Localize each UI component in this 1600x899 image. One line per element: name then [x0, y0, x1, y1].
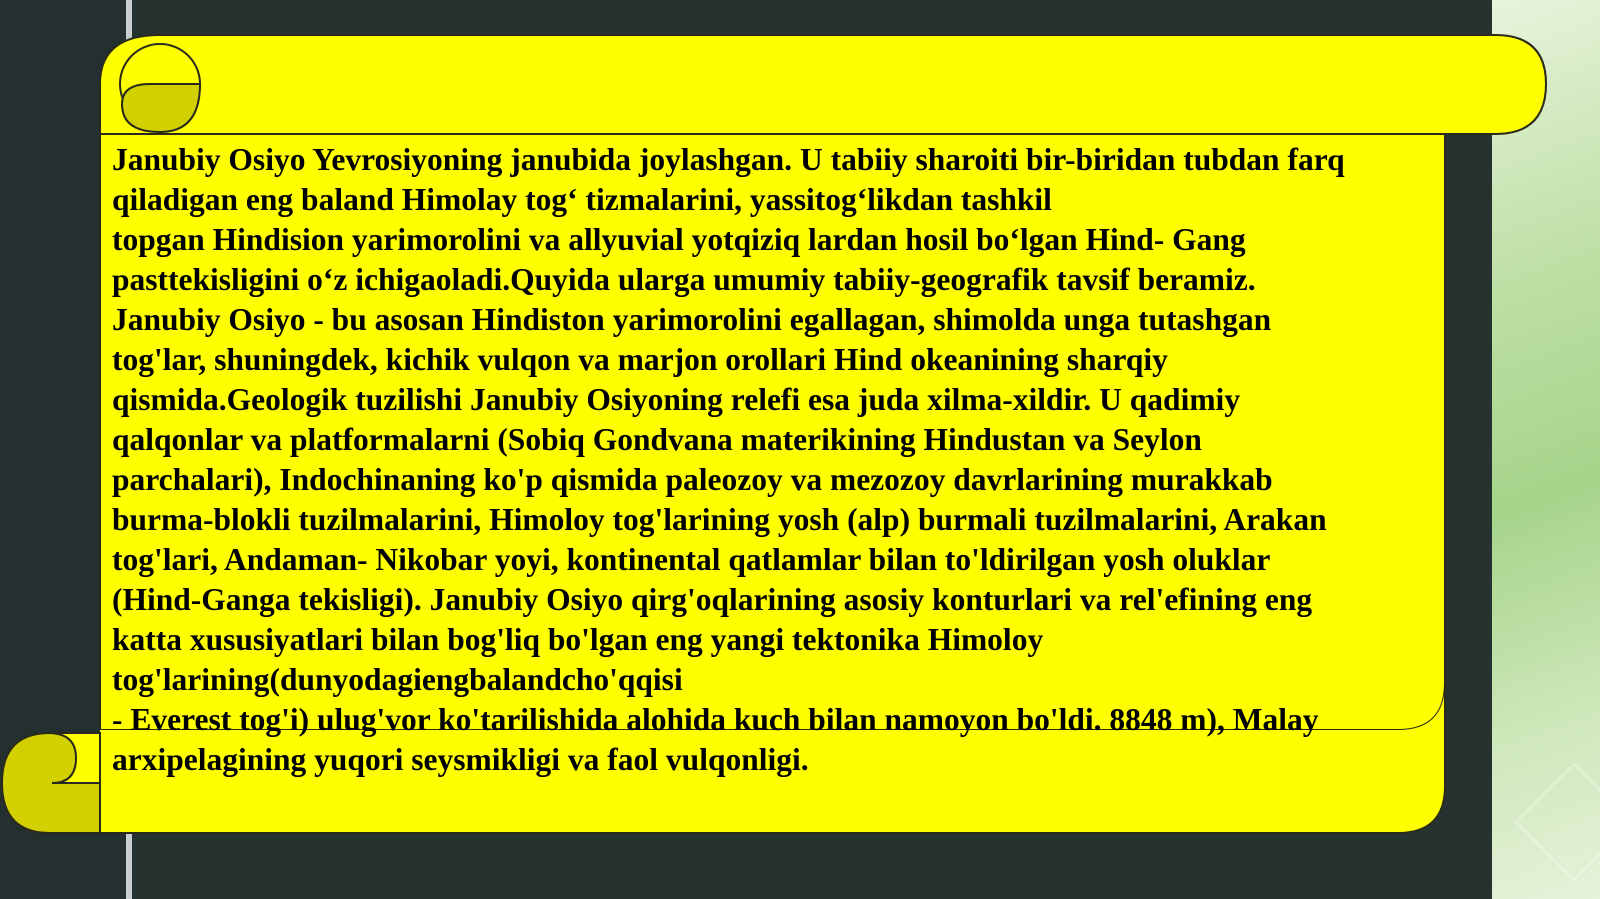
scroll-top-roll: [100, 35, 1546, 134]
slide-body-text: Janubiy Osiyo Yevrosiyoning janubida joylashgan. U tabiiy sharoiti bir-biridan tubdan farq qiladigan eng baland Himolay tog‘ tizmalarini, yassitog‘likdan tashkil topgan Hindision yarimorolini va allyuvial yotqiziq lardan hosil bo‘lgan Hind- Gang pasttekisligini o‘z ichigaoladi.Quyida ularga umumiy tabiiy-geografik tavsif beramiz. Janubiy Osiyo - bu asosan Hindiston yarimorolini egallagan, shimolda unga tutashgan tog'lar, shuningdek, kichik vulqon va marjon orollari Hind okeanining sharqiy qismida.Geologik tuzilishi Janubiy Osiyoning relefi esa juda xilma-xildir. U qadimiy qalqonlar va platformalarni (Sobiq Gondvana materikining Hindustan va Seylon parchalari), Indochinaning ko'p qismida paleozoy va mezozoy davrlarining murakkab burma-blokli tuzilmalarini, Himoloy tog'larining yosh (alp) burmali tuzilmalarini, Arakan tog'lari, Andaman- Nikobar yoyi, kontinental qatlamlar bilan to'ldirilgan yosh oluklar (Hind-Ganga tekisligi). Janubiy Osiyo qirg'oqlarining asosiy konturlari va rel'efining eng katta xususiyatlari bilan bog'liq bo'lgan eng yangi tektonika Himoloy tog'larining(dunyodagiengbalandcho'qqisi - Everest tog'i) ulug'vor ko'tarilishida alohida kuch bilan namoyon bo'ldi. 8848 m), Malay arxipelagining yuqori seysmikligi va faol vulqonligi.: [112, 142, 1345, 777]
